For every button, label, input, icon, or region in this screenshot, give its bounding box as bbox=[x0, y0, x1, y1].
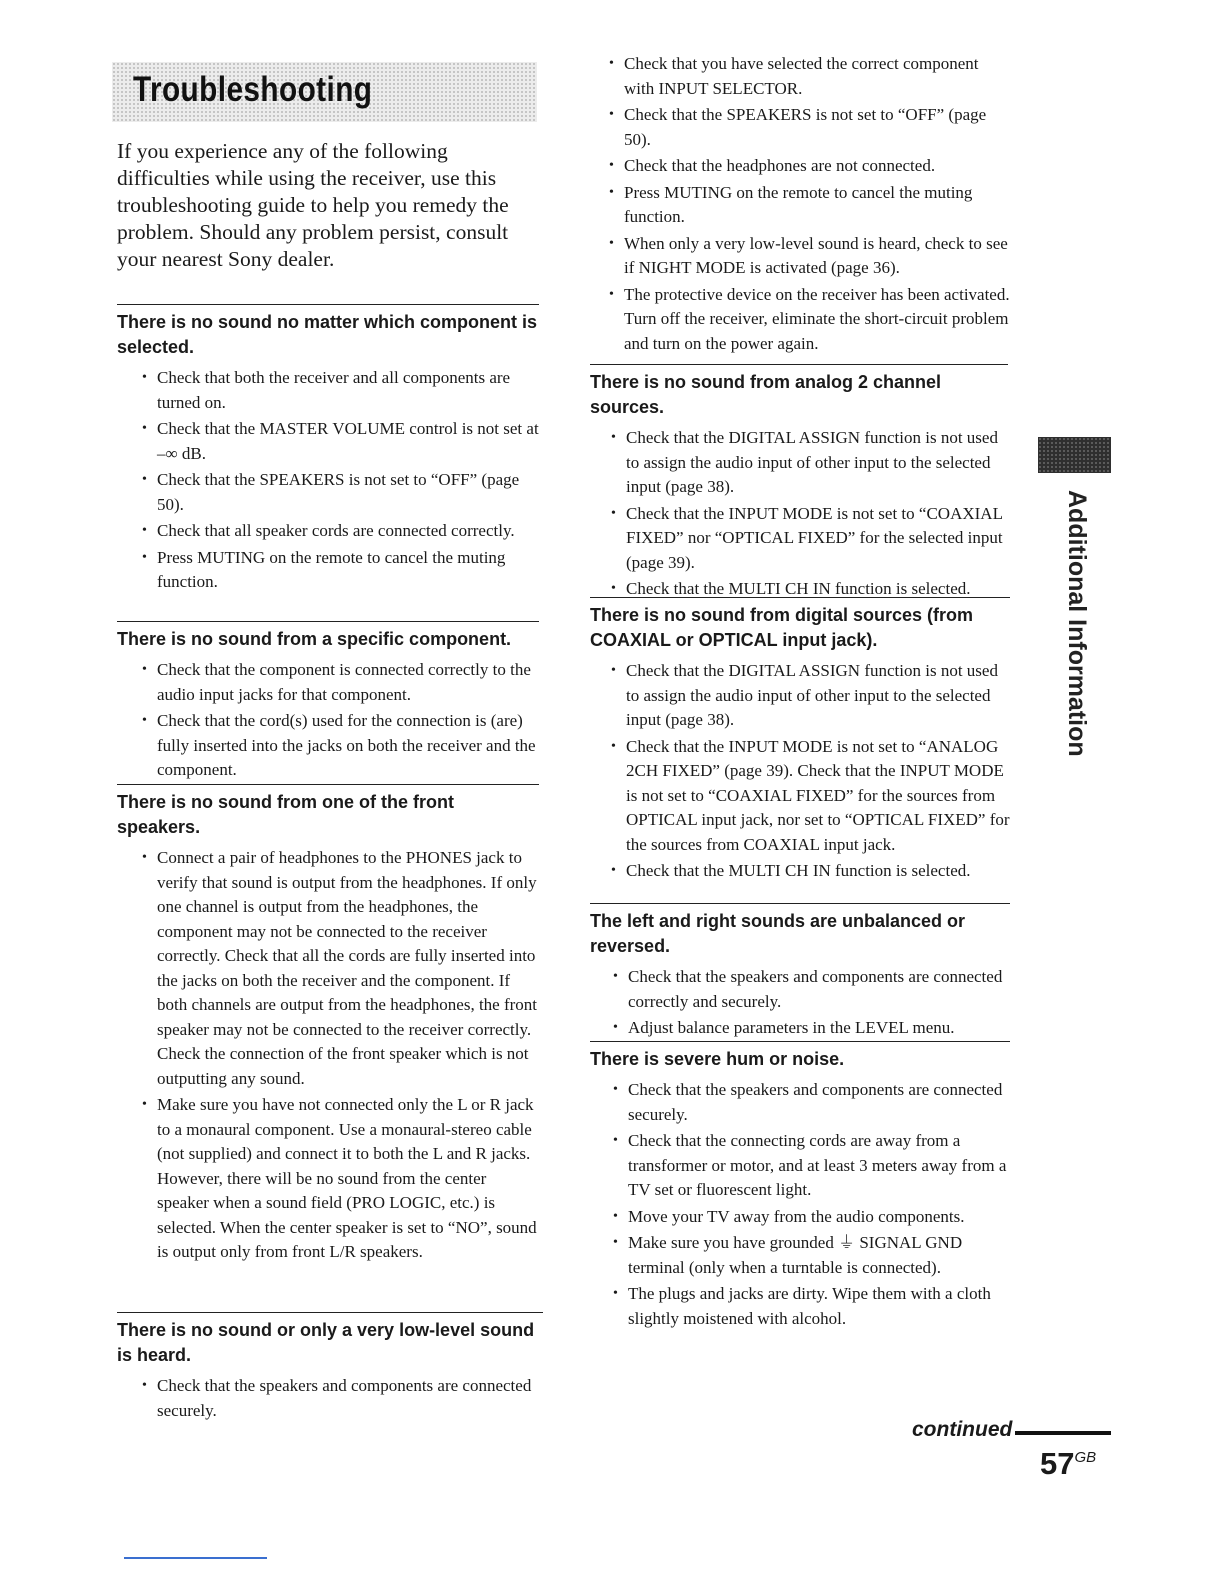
list-item: • Connect a pair of headphones to the PHONES jack to verify that sound is output from the headphones. If only one channel is output from the headphones, the component may not be connected to the receiver correctly. Check that all the cords are fully inserted into the jacks on both the receiver and the component. If both channels are output from the headphones, the front speaker may not be connected to the receiver correctly. Check the connection of the front speaker which is not outputting any sound. bbox=[137, 846, 539, 1091]
page-number bbox=[1040, 1446, 1096, 1482]
section-heading: There is no sound from analog 2 channel sources. bbox=[590, 364, 1008, 420]
section-tab-marker bbox=[1038, 437, 1111, 473]
list-item: • Press MUTING on the remote to cancel the muting function. bbox=[137, 546, 539, 595]
page-number-suffix: GB bbox=[1074, 1449, 1097, 1466]
section-heading: There is no sound from a specific component. bbox=[117, 621, 539, 652]
list-item: • Check that the MASTER VOLUME control is not set at –∞ dB. bbox=[137, 417, 539, 466]
section-heading: There is severe hum or noise. bbox=[590, 1041, 1010, 1072]
list-item: • The protective device on the receiver has been activated. Turn off the receiver, eliminate the short-circuit problem and turn on the power again. bbox=[604, 283, 1010, 357]
page-title: Troubleshooting bbox=[133, 70, 373, 109]
list-item: • Check that all speaker cords are connected correctly. bbox=[137, 519, 539, 544]
list-item: • Adjust balance parameters in the LEVEL menu. bbox=[608, 1016, 1010, 1041]
list-item: • The plugs and jacks are dirty. Wipe them with a cloth slightly moistened with alcohol. bbox=[608, 1282, 1010, 1331]
list-item: • Check that the SPEAKERS is not set to “OFF” (page 50). bbox=[137, 468, 539, 517]
list-item: • Check that the DIGITAL ASSIGN function is not used to assign the audio input of other input to the selected input (page 38). bbox=[606, 659, 1010, 733]
section-heading: There is no sound from digital sources (from COAXIAL or OPTICAL input jack). bbox=[590, 597, 1010, 653]
list-item: • Make sure you have not connected only the L or R jack to a monaural component. Use a monaural-stereo cable (not supplied) and connect it to both the L and R jacks. However, there will be no sound from the center speaker when a sound field (PRO LOGIC, etc.) is selected. When the center speaker is set to “NO”, sound is output only from front L/R speakers. bbox=[137, 1093, 539, 1265]
list-item: • Check that the headphones are not connected. bbox=[604, 154, 1010, 179]
list-item: • When only a very low-level sound is heard, check to see if NIGHT MODE is activated (page 36). bbox=[604, 232, 1010, 281]
list-item: • Check that the speakers and components are connected correctly and securely. bbox=[608, 965, 1010, 1014]
section-heading: The left and right sounds are unbalanced or reversed. bbox=[590, 903, 1010, 959]
list-item: • Check that the cord(s) used for the connection is (are) fully inserted into the jacks on both the receiver and the component. bbox=[137, 709, 539, 783]
list-item: • Move your TV away from the audio components. bbox=[608, 1205, 1010, 1230]
section-no-sound-specific-component bbox=[117, 621, 539, 785]
continued-rule bbox=[1015, 1431, 1111, 1435]
section-heading: There is no sound from one of the front speakers. bbox=[117, 784, 539, 840]
list-item: • Check that the DIGITAL ASSIGN function is not used to assign the audio input of other input to the selected input (page 38). bbox=[606, 426, 1008, 500]
page-number-value: 57 bbox=[1040, 1446, 1075, 1481]
section-low-level-sound-continued bbox=[590, 52, 1010, 358]
list-item: • Check that the MULTI CH IN function is selected. bbox=[606, 859, 1010, 884]
intro-paragraph: If you experience any of the following difficulties while using the receiver, use this troubleshooting guide to help you remedy the problem. Should any problem persist, consult your nearest Sony dealer. bbox=[117, 139, 509, 271]
list-item: • Check that the MULTI CH IN function is selected. bbox=[606, 577, 1008, 602]
list-item: • Check that the component is connected correctly to the audio input jacks for that component. bbox=[137, 658, 539, 707]
continued-label: continued bbox=[912, 1418, 1013, 1441]
section-heading: There is no sound no matter which component is selected. bbox=[117, 304, 539, 360]
list-item: • Check that the speakers and components are connected securely. bbox=[137, 1374, 543, 1423]
section-heading: There is no sound or only a very low-level sound is heard. bbox=[117, 1312, 543, 1368]
footer-rule bbox=[124, 1557, 267, 1559]
list-item: • Check that the speakers and components are connected securely. bbox=[608, 1078, 1010, 1127]
list-item: • Check that the INPUT MODE is not set to “ANALOG 2CH FIXED” (page 39). Check that the INPUT MODE is not set to “COAXIAL FIXED” for the sources from OPTICAL input jack, nor set to “OPTICAL FIXED” for the sources from COAXIAL input jack. bbox=[606, 735, 1010, 858]
list-item: • Check that the SPEAKERS is not set to “OFF” (page 50). bbox=[604, 103, 1010, 152]
section-digital-sources bbox=[590, 597, 1010, 886]
list-item: • Check that you have selected the correct component with INPUT SELECTOR. bbox=[604, 52, 1010, 101]
section-no-sound-any-component bbox=[117, 304, 539, 597]
list-item: • Press MUTING on the remote to cancel the muting function. bbox=[604, 181, 1010, 230]
section-low-level-sound bbox=[117, 1312, 543, 1425]
list-item: • Check that the INPUT MODE is not set to “COAXIAL FIXED” nor “OPTICAL FIXED” for the selected input (page 39). bbox=[606, 502, 1008, 576]
section-no-sound-front-speakers bbox=[117, 784, 539, 1267]
section-analog-2ch bbox=[590, 364, 1008, 604]
section-unbalanced-reversed bbox=[590, 903, 1010, 1043]
list-item: • Check that both the receiver and all components are turned on. bbox=[137, 366, 539, 415]
side-tab-label: Additional Information bbox=[1063, 490, 1091, 757]
list-item: • Make sure you have grounded ⏚ SIGNAL GND terminal (only when a turntable is connected). bbox=[608, 1231, 1010, 1280]
list-item: • Check that the connecting cords are away from a transformer or motor, and at least 3 meters away from a TV set or fluorescent light. bbox=[608, 1129, 1010, 1203]
section-hum-noise bbox=[590, 1041, 1010, 1333]
